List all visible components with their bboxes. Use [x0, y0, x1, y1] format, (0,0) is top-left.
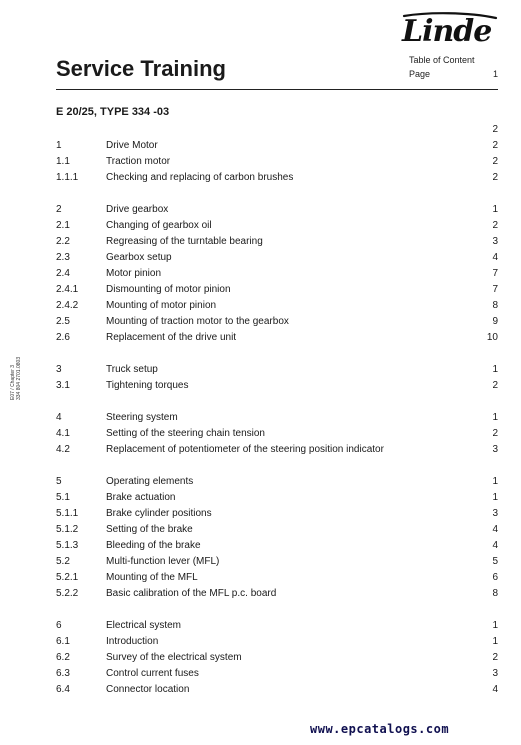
- toc-section-gap: [56, 602, 498, 618]
- toc-number: 2.1: [56, 220, 70, 231]
- toc-section-gap: [56, 346, 498, 362]
- toc-page: 7: [492, 284, 498, 295]
- toc-row[interactable]: [56, 298, 498, 314]
- toc-number: 5.2.1: [56, 572, 79, 583]
- toc-title: Checking and replacing of carbon brushes: [106, 172, 294, 183]
- toc-number: 2.6: [56, 332, 70, 343]
- toc-page: 3: [492, 668, 498, 679]
- toc-page: 4: [492, 684, 498, 695]
- toc-row[interactable]: [56, 138, 498, 154]
- toc-number: 6.4: [56, 684, 70, 695]
- toc-row[interactable]: [56, 410, 498, 426]
- toc-row[interactable]: [56, 442, 498, 458]
- toc-title: Gearbox setup: [106, 252, 172, 263]
- side-note: [10, 340, 22, 400]
- toc-label: Table of Content: [409, 55, 475, 65]
- toc-number: 6.2: [56, 652, 70, 663]
- toc-page: 8: [492, 300, 498, 311]
- toc-row[interactable]: [56, 154, 498, 170]
- toc-page: 1: [492, 620, 498, 631]
- toc-row[interactable]: [56, 362, 498, 378]
- toc-row[interactable]: [56, 666, 498, 682]
- toc-row[interactable]: [56, 570, 498, 586]
- toc-number: 5.1.3: [56, 540, 79, 551]
- toc-row[interactable]: [56, 682, 498, 698]
- toc-title: Mounting of traction motor to the gearbox: [106, 316, 289, 327]
- toc-page: 1: [492, 364, 498, 375]
- toc-title: Bleeding of the brake: [106, 540, 201, 551]
- toc-title: Drive gearbox: [106, 204, 169, 215]
- toc-row[interactable]: [56, 426, 498, 442]
- toc-page: 8: [492, 588, 498, 599]
- toc-row[interactable]: [56, 474, 498, 490]
- toc-row[interactable]: [56, 202, 498, 218]
- toc-number: 5.1: [56, 492, 70, 503]
- toc-row[interactable]: [56, 506, 498, 522]
- toc-number: 5.1.2: [56, 524, 79, 535]
- toc-row[interactable]: [56, 282, 498, 298]
- toc-number: 2.4: [56, 268, 70, 279]
- toc-title: Multi-function lever (MFL): [106, 556, 220, 567]
- toc-title: Truck setup: [106, 364, 158, 375]
- side-note-line: 334 804 2701.0803: [16, 356, 22, 400]
- toc-row[interactable]: [56, 554, 498, 570]
- toc-page: 2: [492, 156, 498, 167]
- toc-row[interactable]: [56, 490, 498, 506]
- toc-number: 5.2.2: [56, 588, 79, 599]
- toc-row[interactable]: [56, 650, 498, 666]
- watermark: www.epcatalogs.com: [310, 722, 450, 736]
- toc-page: 1: [492, 492, 498, 503]
- linde-logo: [398, 12, 502, 46]
- toc-row[interactable]: [56, 250, 498, 266]
- toc-title: Replacement of the drive unit: [106, 332, 237, 343]
- toc-title: Mounting of the MFL: [106, 572, 198, 583]
- toc-page: 2: [492, 652, 498, 663]
- toc-title: Setting of the brake: [106, 524, 193, 535]
- toc-page: 2: [492, 124, 498, 135]
- toc-page: 9: [492, 316, 498, 327]
- toc-title: Electrical system: [106, 620, 182, 631]
- toc-row[interactable]: [56, 634, 498, 650]
- toc-row[interactable]: [56, 618, 498, 634]
- toc-page: 4: [492, 524, 498, 535]
- toc-number: 5: [56, 476, 62, 487]
- page-number: 1: [492, 69, 498, 79]
- toc-title: Basic calibration of the MFL p.c. board: [106, 588, 277, 599]
- toc-number: 3: [56, 364, 62, 375]
- toc-title: Brake cylinder positions: [106, 508, 212, 519]
- toc-page: 2: [492, 172, 498, 183]
- toc-title: Operating elements: [106, 476, 194, 487]
- toc-title: Regreasing of the turntable bearing: [106, 236, 263, 247]
- toc-row[interactable]: [56, 170, 498, 186]
- toc-title: Traction motor: [106, 156, 171, 167]
- toc-page: 3: [492, 444, 498, 455]
- toc-page: 1: [492, 204, 498, 215]
- toc-number: 1.1.1: [56, 172, 79, 183]
- toc-number: 2.2: [56, 236, 70, 247]
- toc-page: 2: [492, 428, 498, 439]
- toc-row[interactable]: [56, 538, 498, 554]
- toc-number: 5.1.1: [56, 508, 79, 519]
- header-divider: [56, 89, 498, 90]
- toc-title: Dismounting of motor pinion: [106, 284, 231, 295]
- toc-number: 4.2: [56, 444, 70, 455]
- side-note-line: E07 / Chapter 3: [10, 364, 16, 400]
- toc-title: Connector location: [106, 684, 190, 695]
- toc-row[interactable]: [56, 330, 498, 346]
- toc-number: 1.1: [56, 156, 70, 167]
- toc-title: Control current fuses: [106, 668, 199, 679]
- toc-page: 4: [492, 540, 498, 551]
- toc-title: Mounting of motor pinion: [106, 300, 217, 311]
- toc-row[interactable]: [56, 522, 498, 538]
- toc-row[interactable]: [56, 218, 498, 234]
- toc-title: Replacement of potentiometer of the steering position indicator: [106, 444, 384, 455]
- toc-section-gap: [56, 394, 498, 410]
- toc-title: Introduction: [106, 636, 159, 647]
- toc-title: Drive Motor: [106, 140, 158, 151]
- toc-row[interactable]: [56, 314, 498, 330]
- toc-page: 6: [492, 572, 498, 583]
- toc-page: 2: [492, 380, 498, 391]
- toc-number: 3.1: [56, 380, 70, 391]
- toc-number: 6.3: [56, 668, 70, 679]
- toc-title: Setting of the steering chain tension: [106, 428, 265, 439]
- toc-title: Changing of gearbox oil: [106, 220, 212, 231]
- toc-section-gap: [56, 458, 498, 474]
- table-of-contents: [56, 122, 498, 698]
- toc-number: 6: [56, 620, 62, 631]
- toc-page: 7: [492, 268, 498, 279]
- toc-row[interactable]: [56, 266, 498, 282]
- toc-number: 5.2: [56, 556, 70, 567]
- toc-title: Tightening torques: [106, 380, 189, 391]
- toc-number: 2.4.1: [56, 284, 79, 295]
- toc-number: 2: [56, 204, 62, 215]
- toc-row[interactable]: [56, 234, 498, 250]
- page-title: Service Training: [56, 56, 226, 81]
- toc-page: 5: [492, 556, 498, 567]
- toc-top-page-row: [56, 122, 498, 138]
- toc-number: 2.5: [56, 316, 70, 327]
- toc-number: 4.1: [56, 428, 70, 439]
- toc-row[interactable]: [56, 586, 498, 602]
- toc-page: 3: [492, 236, 498, 247]
- brand-logo-text: Linde: [402, 14, 492, 46]
- toc-page: 3: [492, 508, 498, 519]
- toc-title: Brake actuation: [106, 492, 176, 503]
- toc-number: 2.3: [56, 252, 70, 263]
- page-label: Page: [409, 69, 431, 79]
- toc-title: Steering system: [106, 412, 178, 423]
- toc-number: 4: [56, 412, 62, 423]
- toc-page: 2: [492, 140, 498, 151]
- toc-title: Motor pinion: [106, 268, 162, 279]
- toc-page: 10: [486, 332, 498, 343]
- toc-row[interactable]: [56, 378, 498, 394]
- toc-number: 6.1: [56, 636, 70, 647]
- toc-title: Survey of the electrical system: [106, 652, 242, 663]
- toc-page: 4: [492, 252, 498, 263]
- toc-page: 2: [492, 220, 498, 231]
- toc-number: 2.4.2: [56, 300, 79, 311]
- toc-number: 1: [56, 140, 62, 151]
- toc-section-gap: [56, 186, 498, 202]
- toc-page: 1: [492, 476, 498, 487]
- document-subtitle: E 20/25, TYPE 334 -03: [56, 106, 170, 118]
- toc-page: 1: [492, 412, 498, 423]
- toc-page: 1: [492, 636, 498, 647]
